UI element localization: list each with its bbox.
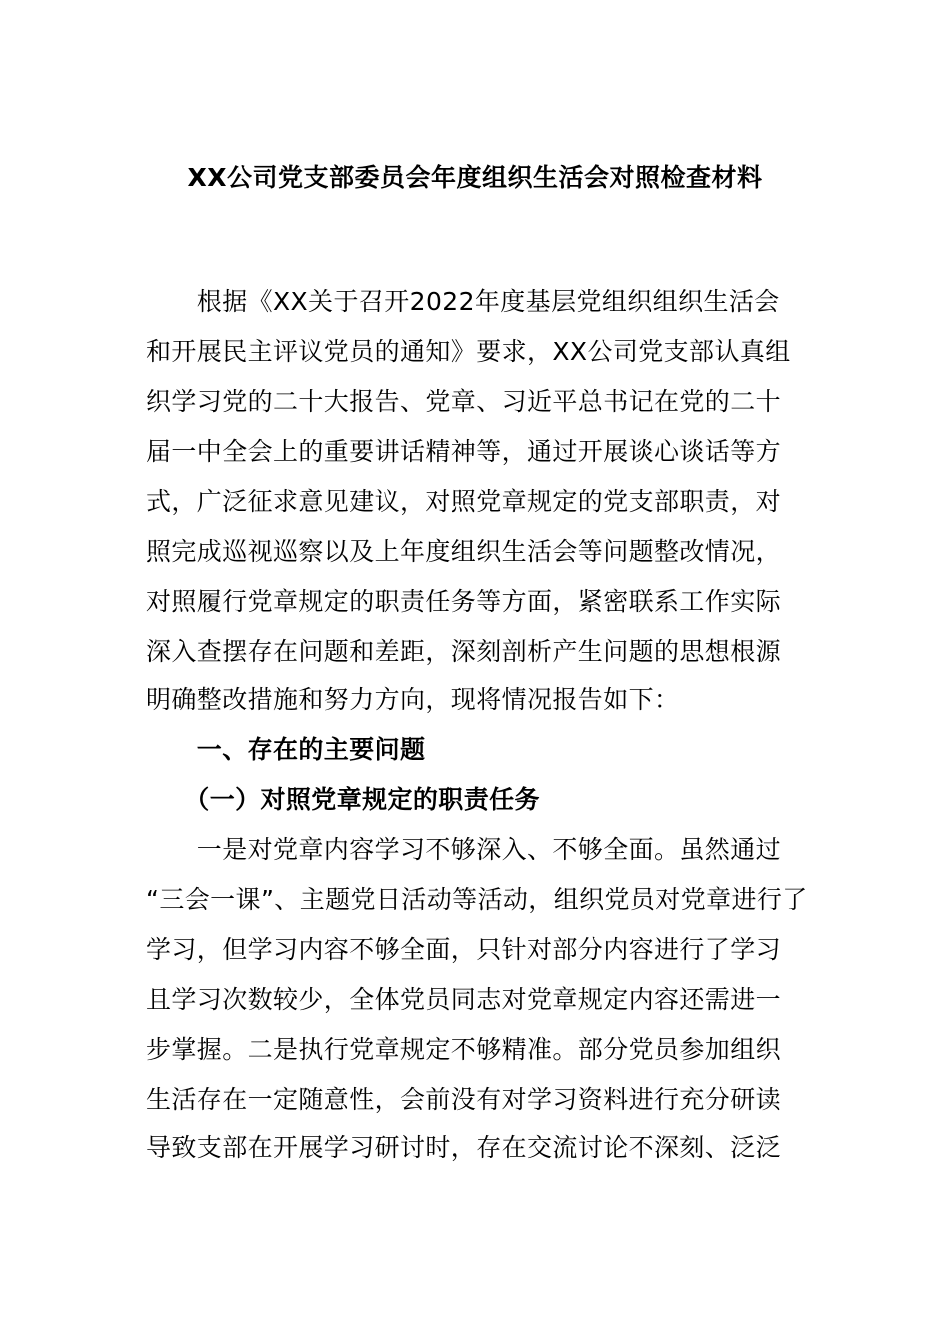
body-line-6: 生活存在一定随意性，会前没有对学习资料进行充分研读 xyxy=(146,1085,782,1114)
body-line-3: 学习，但学习内容不够全面，只针对部分内容进行了学习 xyxy=(146,935,782,964)
intro-line-4: 届一中全会上的重要讲话精神等，通过开展谈心谈话等方 xyxy=(146,437,782,466)
body-line-4: 且学习次数较少，全体党员同志对党章规定内容还需进一 xyxy=(146,985,782,1014)
intro-line-6: 照完成巡视巡察以及上年度组织生活会等问题整改情况， xyxy=(146,537,782,566)
intro-line-9: 明确整改措施和努力方向，现将情况报告如下： xyxy=(146,685,680,714)
body-line-5: 步掌握。二是执行党章规定不够精准。部分党员参加组织 xyxy=(146,1035,782,1064)
intro-line-1: 根据《XX关于召开2022年度基层党组织组织生活会 xyxy=(146,287,780,316)
section-heading: 一、存在的主要问题 xyxy=(146,735,426,764)
intro-line-3: 织学习党的二十大报告、党章、习近平总书记在党的二十 xyxy=(146,387,782,416)
subsection-heading: （一）对照党章规定的职责任务 xyxy=(146,785,540,814)
body-line-7: 导致支部在开展学习研讨时，存在交流讨论不深刻、泛泛 xyxy=(146,1133,782,1162)
intro-line-8: 深入查摆存在问题和差距，深刻剖析产生问题的思想根源 xyxy=(146,637,782,666)
body-line-2: “三会一课”、主题党日活动等活动，组织党员对党章进行了 xyxy=(146,885,808,914)
intro-line-7: 对照履行党章规定的职责任务等方面，紧密联系工作实际 xyxy=(146,587,782,616)
intro-line-2: 和开展民主评议党员的通知》要求，XX公司党支部认真组 xyxy=(146,337,791,366)
intro-line-5: 式，广泛征求意见建议，对照党章规定的党支部职责，对 xyxy=(146,487,782,516)
document-title: XX公司党支部委员会年度组织生活会对照检查材料 xyxy=(187,163,763,192)
body-line-1: 一是对党章内容学习不够深入、不够全面。虽然通过 xyxy=(146,835,782,864)
